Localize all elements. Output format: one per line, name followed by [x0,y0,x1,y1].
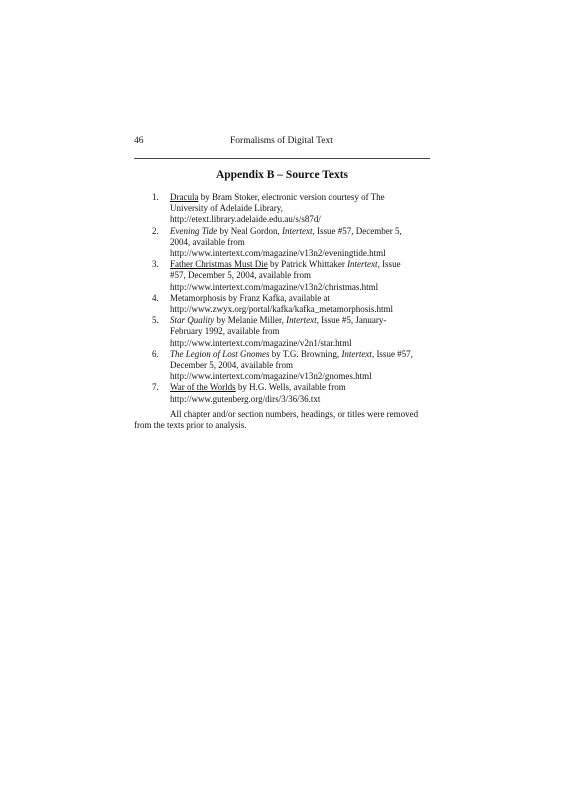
item-number: 2. [152,225,159,236]
source-text: by Neal Gordon, [217,225,282,236]
source-item-7 [134,382,434,404]
source-title: The Legion of Lost Gnomes [170,348,270,359]
source-item-3 [134,259,434,293]
source-url: http://www.gutenberg.org/dirs/3/36/36.txt [170,393,321,404]
item-number: 3. [152,259,159,270]
appendix-heading: Appendix B – Source Texts [215,169,349,181]
source-text: by T.G. Browning, [269,348,342,359]
source-text: University of Adelaide Library, [170,203,283,214]
source-item-4 [134,293,434,315]
source-item-2 [134,226,434,260]
source-text: by H.G. Wells, available from [235,382,346,393]
page-number: 46 [134,136,144,146]
source-title: Evening Tide [170,225,218,236]
source-journal: Intertext [286,315,317,326]
source-title: Dracula [170,192,199,202]
source-text: Metamorphosis by Franz Kafka, available at [170,292,330,303]
item-number: 6. [152,348,159,359]
running-title: Formalisms of Digital Text [230,136,333,146]
source-journal: Intertext [347,259,378,270]
source-title: Star Quality [170,315,215,326]
source-text: by Bram Stoker, electronic version courtesy of The [198,192,385,202]
source-title: Father Christmas Must Die [170,259,268,270]
page-header [134,136,434,150]
source-journal: Intertext [341,348,372,359]
analysis-note: All chapter and/or section numbers, headings, or titles were removed from the texts prior to analysis. [134,409,419,431]
source-url: http://www.zwyx.org/portal/kafka/kafka_metamorphosis.html [170,304,393,315]
source-text: #57, December 5, 2004, available from [170,270,311,281]
source-text: 2004, available from [170,236,245,247]
source-item-5 [134,315,434,349]
source-text: , Issue [377,259,401,270]
source-text: , Issue #57, December 5, [312,225,402,236]
source-url: http://www.intertext.com/magazine/v13n2/eveningtide.html [170,248,386,259]
source-url: http://www.intertext.com/magazine/v2n1/star.html [170,337,352,348]
source-item-6 [134,349,434,383]
source-text: February 1992, available from [170,326,280,337]
source-item-1 [134,192,434,226]
item-number: 4. [152,292,159,303]
source-title: War of the Worlds [170,382,236,393]
source-text: , Issue #5, January- [316,315,387,326]
source-text: , Issue #57, [371,348,413,359]
source-text: December 5, 2004, available from [170,360,293,371]
source-text: by Melanie Miller, [214,315,287,326]
item-number: 5. [152,315,159,326]
source-url: http://etext.library.adelaide.edu.au/s/s87d/ [170,214,321,225]
item-number: 1. [152,192,159,202]
source-journal: Intertext [282,225,313,236]
header-rule [134,158,430,159]
source-list [134,192,434,405]
source-url: http://www.intertext.com/magazine/v13n2/gnomes.html [170,371,372,382]
source-url: http://www.intertext.com/magazine/v13n2/christmas.html [170,281,379,292]
source-text: by Patrick Whittaker [267,259,348,270]
item-number: 7. [152,382,159,393]
